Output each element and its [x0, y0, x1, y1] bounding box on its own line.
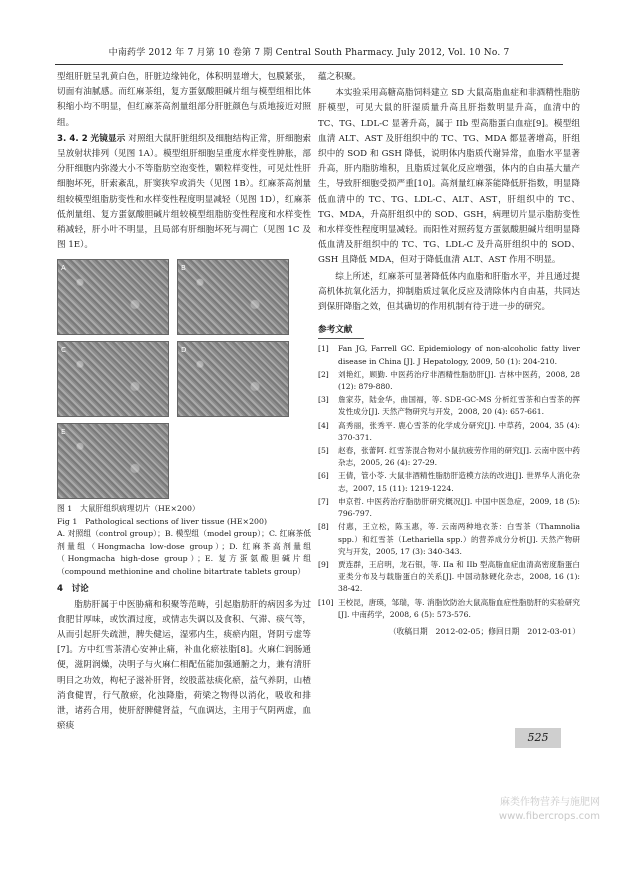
- reference-text: 申京哲. 中医药治疗脂肪肝研究概况[J]. 中国中医急症，2009, 18 (5): 796-797.: [338, 496, 580, 519]
- figure-1-panels: [57, 259, 311, 501]
- histology-image-a: [57, 259, 169, 335]
- reference-text: 詹家芬，陆金华，曲国福，等. SDE-GC-MS 分析红雪茶和白雪茶的挥发性成分[J]. 天然产物研究与开发，2008, 20 (4): 657-661.: [338, 395, 580, 417]
- watermark-url: www.fibercrops.com: [498, 811, 600, 822]
- watermark: [450, 796, 600, 824]
- histology-image-c: [57, 341, 169, 417]
- reference-item: [318, 369, 580, 393]
- paragraph-conclusion: 综上所述，红麻茶可显著降低体内血脂和肝脂水平，并且通过提高机体抗氧化活力，抑制脂质过氧化反应及清除体内自由基，共同达到保肝降脂之效，但其确切的作用机制有待于进一步的研究。: [318, 271, 580, 313]
- histology-image-b: [177, 259, 289, 335]
- figure-caption-cn: 图 1 大鼠肝组织病理切片（HE×200）: [57, 504, 200, 514]
- reference-item: [318, 445, 580, 469]
- histology-image-d: [177, 341, 289, 417]
- running-header: 中南药学 2012 年 7 月第 10 卷第 7 期 Central South Pharmacy. July 2012, Vol. 10 No. 7: [55, 44, 563, 65]
- reference-text: Fan JG, Farrell GC. Epidemiology of non-alcoholic fatty liver disease in China [J]. J Hepatology, 2009, 50 (1): 204-210.: [338, 344, 580, 366]
- reference-text: 高秀丽，张秀平. 鹿心雪茶的化学成分研究[J]. 中草药，2004, 35 (4): 370-371.: [338, 420, 580, 442]
- figure-caption-en: Fig 1 Pathological sections of liver tissue (HE×200): [57, 516, 267, 526]
- section-4-heading: 4 讨论: [57, 584, 89, 595]
- right-column: [318, 70, 580, 639]
- reference-number: [10]: [318, 597, 334, 607]
- section-3-4-2: [57, 132, 311, 254]
- reference-item: [318, 559, 580, 596]
- reference-item: [318, 394, 580, 418]
- reference-item: [318, 343, 580, 367]
- panel-label-c: C: [61, 346, 66, 355]
- reference-text: 王校昆，唐瑛，邹瑞，等. 消脂饮防治大鼠高脂血症性脂肪肝的实验研究[J]. 中南药学，2008, 6 (5): 573-576.: [338, 597, 580, 619]
- page-number: 525: [515, 728, 561, 748]
- reference-text: 刘艳红，顾勤. 中医药治疗非酒精性脂肪肝[J]. 吉林中医药，2008, 28 (12): 879-880.: [338, 369, 580, 392]
- paragraph-gross-observation: 型组肝脏呈乳黄白色，肝脏边缘钝化，体积明显增大，包膜紧张，切面有油腻感。而红麻茶组，复方蛋氨酸胆碱片组与模型组相比体积缩小均不明显，但红麻茶高剂量组部分肝脏颜色与质地接近对照组。: [57, 72, 311, 128]
- reference-number: [6]: [318, 471, 329, 481]
- reference-number: [9]: [318, 559, 329, 569]
- received-revised-dates: （收稿日期 2012-02-05；修回日期 2012-03-01）: [388, 626, 580, 636]
- reference-item: [318, 496, 580, 520]
- reference-item: [318, 470, 580, 494]
- reference-number: [7]: [318, 496, 329, 506]
- panel-label-a: A: [61, 264, 66, 273]
- panel-label-b: B: [181, 264, 186, 273]
- reference-list: [318, 343, 580, 620]
- references-heading: 参考文献: [318, 323, 364, 339]
- section-title: 光镜显示: [90, 133, 126, 144]
- panel-label-d: D: [181, 346, 187, 355]
- paragraph-results-summary: 本实验采用高糖高脂饲料建立 SD 大鼠高脂血症和非酒精性脂肪肝模型，可见大鼠的肝湿质量升高且肝指数明显升高，血清中的 TC、TG、LDL-C 显著升高，属于 IIb 型高脂蛋白血症[9]。模型组血清 ALT、AST 及肝组织中的 TC、TG、MDA 都显著增高，肝组织中的 SOD 和 GSH 降低，说明体内脂质代谢异常，血脂水平显著升高，肝内脂肪堆积，且脂质过氧化反应增强，体内的自由基大量产生，导致肝细胞受损严重[10]。高剂量红麻茶能降低肝指数，明显降低血清中的 TC、TG、LDL-C、ALT、AST，肝组织中的 TC、TG、MDA，升高肝组织中的 SOD、GSH，病理切片显示脂肪变性和水样变性程度明显减轻。而阳性对照药复方蛋氨酸胆碱片组明显降低血清及肝组织中的 TC、TG、LDL-C 及升高肝组织中的 SOD、GSH 且降低 MDA，但对于降低血清 ALT、AST 作用不明显。: [318, 88, 580, 266]
- reference-item: [318, 521, 580, 558]
- reference-item: [318, 597, 580, 621]
- reference-text: 贾连群，王启明，龙石银，等. IIa 和 IIb 型高脂血症血清高密度脂蛋白亚类分布及与载脂蛋白的关系[J]. 中国动脉硬化杂志，2008, 16 (1): 38-42.: [338, 559, 580, 594]
- paragraph-continuation: 蕴之积聚。: [318, 72, 361, 82]
- watermark-site-name: 麻类作物营养与施肥网: [500, 797, 600, 808]
- paragraph-light-microscopy: 对照组大鼠肝脏组织及细胞结构正常，肝细胞索呈放射状排列（见图 1A）。模型组肝细胞呈重度水样变性肿胀，部分肝细胞内弥漫大小不等脂肪空泡变性，颗粒样变性，可见灶性肝细胞坏死，肝索紊乱，肝窦狭窄或消失（见图 1B）。红麻茶高剂量组较模型组脂肪变性和水样变性程度明显减轻（见图 1D），红麻茶低剂量组、复方蛋氨酸胆碱片组较模型组脂肪变性程度和水样变性稍减轻，肝小叶不明显，且局部有肝细胞坏死与凋亡（见图 1C 及图 1E）。: [57, 133, 312, 251]
- reference-number: [1]: [318, 344, 329, 354]
- reference-text: 付惠，王立松，陈玉惠，等. 云南两种地衣茶：白雪茶（Thamnolia spp.）和红雪茶（Lethariella spp.）的营养成分分析[J]. 天然产物研究与开发，2005, 17 (3): 340-343.: [338, 522, 580, 556]
- section-number: 3. 4. 2: [57, 133, 88, 144]
- reference-number: [5]: [318, 446, 329, 456]
- paragraph-discussion: 脂肪肝属于中医胁痛和积聚等范畴，引起脂肪肝的病因多为过食肥甘厚味，或饮酒过度，或情志失调以及食积、气滞、痰气等，从而引起肝失疏泄，脾失健运，湿邪内生，痰瘀内阻，肾阴亏虚等[7]。方中红雪茶清心安神止痛，补血化瘀祛脂[8]。火麻仁润肠通便，滋阴润燥，决明子与火麻仁相配伍能加强通腑之力，兼有清肝明目之功效，枸杞子滋补肝肾，绞股蓝祛痰化瘀，益气养阴，山楂消食健胃，行气散瘀，化浊降脂，荷梁之物得以消化，吸收和排泄，诸药合用，使肝舒脾健肾益，气血调达，主用于气阴两虚，血瘀痰: [57, 599, 311, 732]
- reference-number: [4]: [318, 420, 329, 430]
- reference-number: [8]: [318, 522, 329, 532]
- reference-text: 赵春，张蕾阿. 红雪茶混合物对小鼠抗疲劳作用的研究[J]. 云南中医中药杂志，2005, 26 (4): 27-29.: [338, 446, 580, 468]
- reference-number: [3]: [318, 395, 329, 405]
- reference-number: [2]: [318, 369, 329, 379]
- figure-legend: A. 对照组（control group）；B. 模型组（model group）；C. 红麻茶低剂量组（Hongmacha low-dose group）；D. 红麻茶高剂量组（Hongmacha high-dose group）；E. 复方蛋氨酸胆碱片组（compound methionine and choline bitartrate tablets group）: [57, 529, 311, 576]
- reference-item: [318, 420, 580, 444]
- reference-text: 王倩，管小苓. 大鼠非酒精性脂肪肝造模方法的改进[J]. 世界华人消化杂志，2007, 15 (11): 1219-1224.: [338, 471, 580, 493]
- left-column: [57, 70, 311, 735]
- histology-image-e: [57, 423, 169, 499]
- panel-label-e: E: [61, 428, 66, 437]
